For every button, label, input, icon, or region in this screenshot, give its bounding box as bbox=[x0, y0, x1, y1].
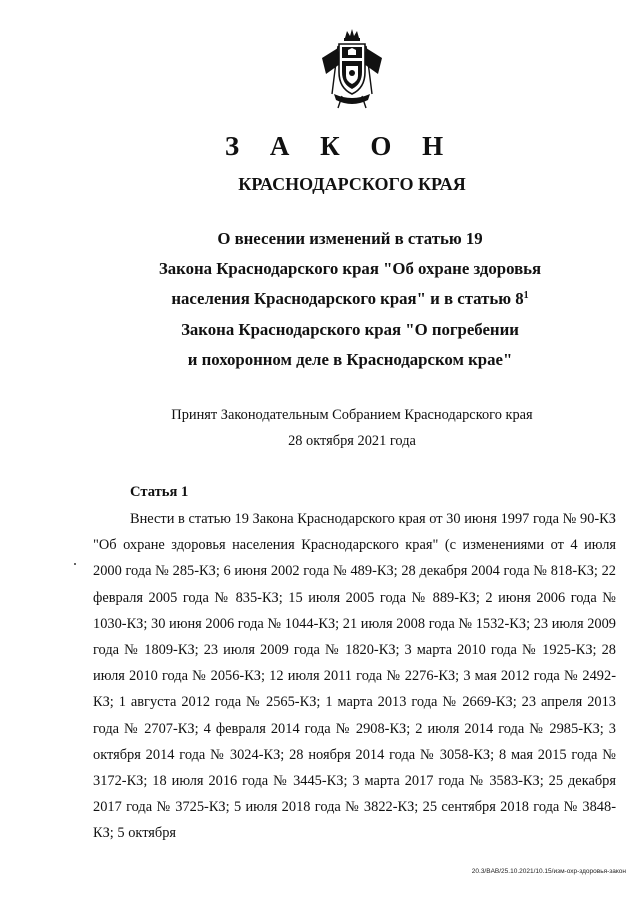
adoption-line-1: Принят Законодательным Собранием Краснодарского края bbox=[171, 407, 533, 423]
law-subject bbox=[0, 224, 640, 375]
article-body: Внести в статью 19 Закона Краснодарского края от 30 июня 1997 года № 90-КЗ "Об охране здоровья населения Краснодарского края" (с изменениями от 4 июля 2000 года № 285-КЗ; 6 июня 2002 года № 489-КЗ; 28 декабря 2004 года № 818-КЗ; 22 февраля 2005 года № 835-КЗ; 15 июля 2005 года № 889-КЗ; 2 июня 2006 года № 1030-КЗ; 30 июня 2006 года № 1044-КЗ; 21 июля 2008 года № 1532-КЗ; 23 июля 2009 года № 1809-КЗ; 23 июля 2009 года № 1820-КЗ; 3 марта 2010 года № 1925-КЗ; 28 июля 2010 года № 2056-КЗ; 12 июля 2011 года № 2276-КЗ; 3 мая 2012 года № 2492-КЗ; 1 августа 2012 года № 2565-КЗ; 1 марта 2013 года № 2669-КЗ; 23 апреля 2013 года № 2707-КЗ; 4 февраля 2014 года № 2908-КЗ; 2 июля 2014 года № 2985-КЗ; 3 октября 2014 года № 3024-КЗ; 28 ноября 2014 года № 3058-КЗ; 8 мая 2015 года № 3172-КЗ; 18 июля 2016 года № 3445-КЗ; 3 марта 2017 года № 3583-КЗ; 25 декабря 2017 года № 3725-КЗ; 5 июля 2018 года № 3822-КЗ; 25 сентября 2018 года № 3848-КЗ; 5 октября bbox=[93, 511, 616, 842]
subject-line-3-text: населения Краснодарского края" и в статью 8 bbox=[171, 289, 524, 309]
adoption-info bbox=[0, 402, 640, 454]
adoption-date: 28 октября 2021 года bbox=[288, 433, 416, 449]
subject-line-5: и похоронном деле в Краснодарском крае" bbox=[187, 349, 513, 369]
subject-line-1: О внесении изменений в статью 19 bbox=[217, 229, 483, 248]
document-code: 20.3/BAB/25.10.2021/10.15/изм-охр-здоровья-закон bbox=[471, 868, 626, 875]
subject-line-3 bbox=[60, 284, 640, 314]
subject-line-4: Закона Краснодарского края "О погребении bbox=[181, 319, 519, 339]
article-heading: Статья 1 bbox=[130, 484, 189, 500]
law-title: З А К О Н bbox=[224, 131, 456, 161]
coat-of-arms-icon bbox=[318, 28, 386, 110]
subject-line-2: Закона Краснодарского края "Об охране здоровья bbox=[158, 259, 542, 279]
superscript: 1 bbox=[523, 290, 529, 302]
region-title: КРАСНОДАРСКОГО КРАЯ bbox=[238, 174, 466, 194]
margin-mark bbox=[74, 563, 76, 565]
